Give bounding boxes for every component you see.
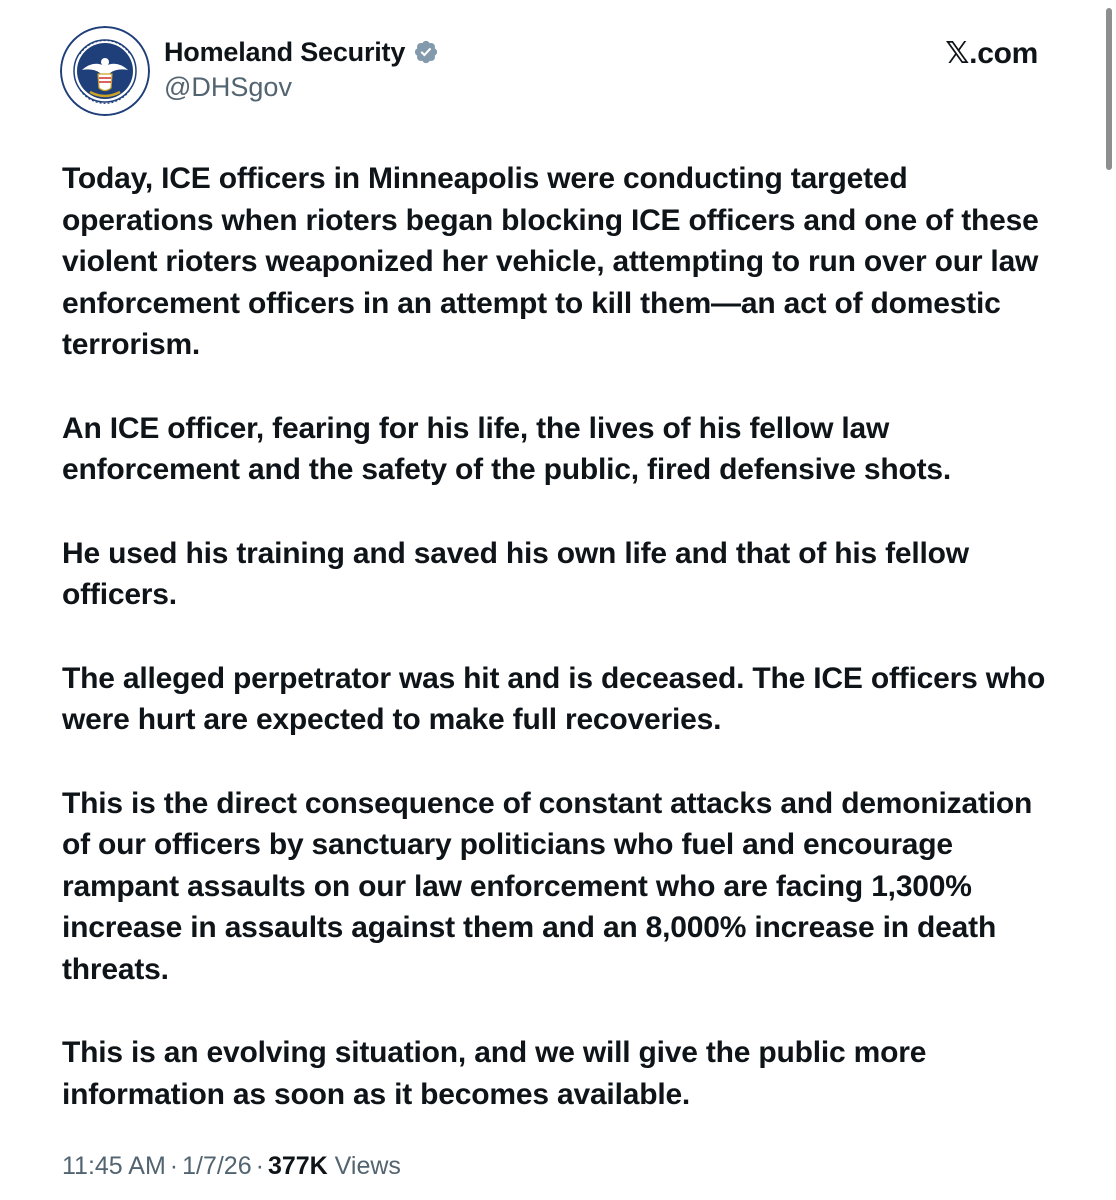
account-handle[interactable]: @DHSgov [164, 72, 292, 102]
tweet-paragraph: Today, ICE officers in Minneapolis were conducting targeted operations when rioters began blocking ICE officers and one of these violent rioters weaponized her vehicle, attempting to run over our law enforcement officers in an attempt to kill them—an act of domestic terrorism. [62, 162, 1039, 361]
views-label: Views [334, 1152, 401, 1180]
scrollbar[interactable] [1106, 8, 1112, 170]
brand-domain: .com [969, 37, 1038, 70]
verified-badge-icon [413, 39, 439, 65]
dhs-seal-icon [60, 26, 150, 116]
meta-separator: · [255, 1152, 264, 1180]
tweet-text [62, 158, 1062, 1115]
tweet-header [60, 26, 1050, 122]
tweet-paragraph: This is an evolving situation, and we will give the public more information as soon as it becomes available. [62, 1036, 927, 1111]
tweet-paragraph: An ICE officer, fearing for his life, the lives of his fellow law enforcement and the safety of the public, fired defensive shots. [62, 411, 952, 486]
post-date[interactable]: 1/7/26 [182, 1152, 252, 1180]
name-row [164, 34, 439, 70]
avatar[interactable] [60, 26, 150, 116]
x-com-brand[interactable] [945, 36, 1038, 71]
tweet-meta [62, 1152, 401, 1181]
tweet-paragraph: This is the direct consequence of constant attacks and demonization of our officers by sanctuary politicians who fuel and encourage rampant assaults on our law enforcement who are facing 1,300% increase in assaults against them and an 8,000% increase in death threats. [62, 786, 1033, 986]
tweet-paragraph: The alleged perpetrator was hit and is deceased. The ICE officers who were hurt are expected to make full recoveries. [62, 661, 1046, 736]
x-logo-icon: 𝕏 [945, 36, 970, 71]
account-identity[interactable] [164, 34, 439, 103]
post-time[interactable]: 11:45 AM [62, 1152, 166, 1180]
display-name[interactable]: Homeland Security [164, 36, 406, 67]
tweet-paragraph: He used his training and saved his own life and that of his fellow officers. [62, 536, 969, 611]
views-count[interactable]: 377K [267, 1152, 328, 1180]
meta-separator: · [169, 1152, 179, 1180]
